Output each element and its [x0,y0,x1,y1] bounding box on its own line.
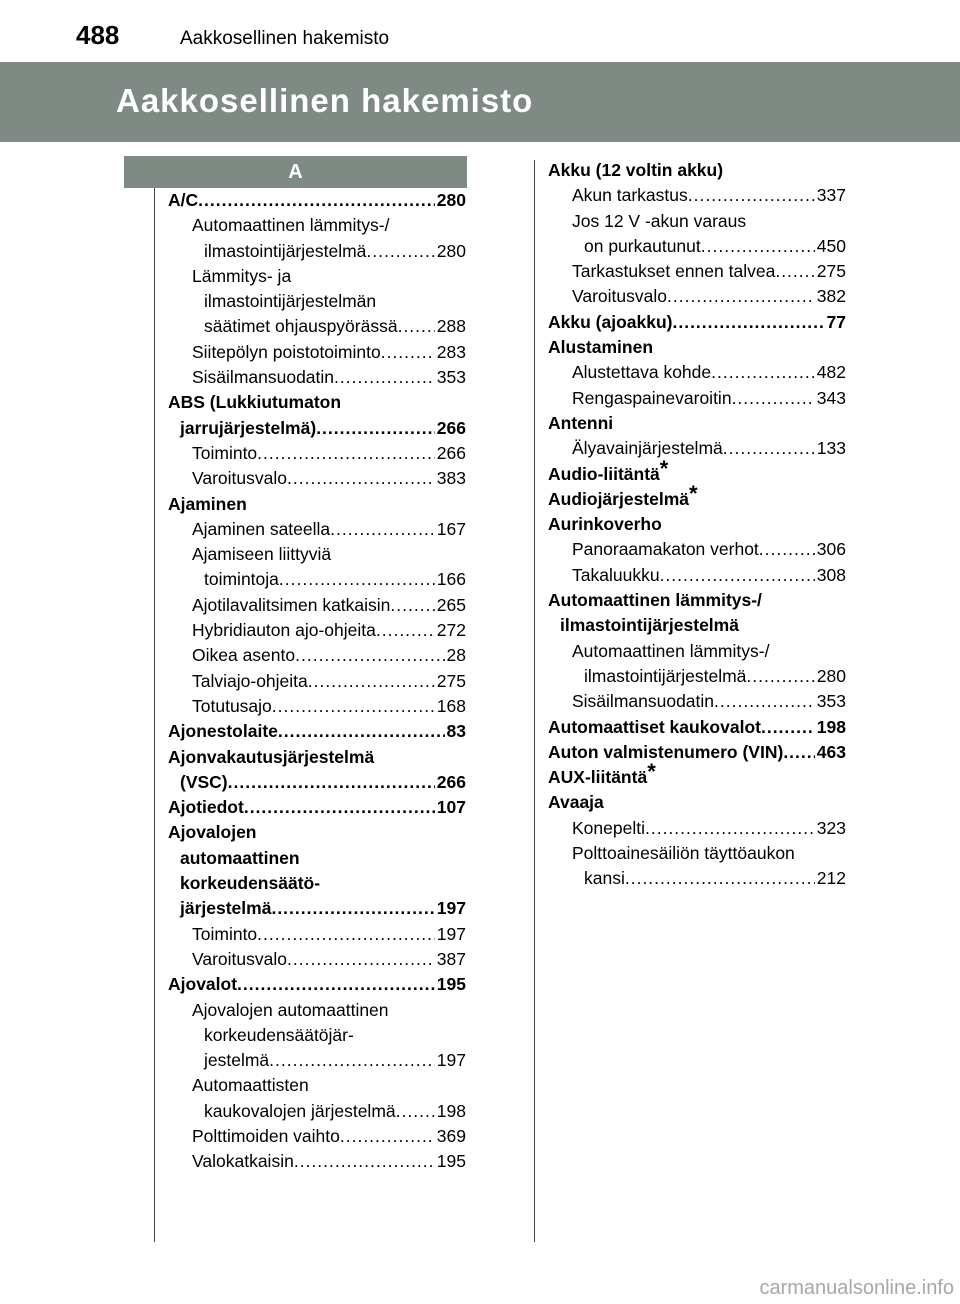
index-entry-page: 288 [436,316,466,337]
index-entry-label: Jos 12 V -akun varaus [572,210,747,231]
leader-dots [732,388,815,409]
index-entry-label: Automaattinen lämmitys-/ [192,215,390,236]
index-entry [548,691,846,716]
index-entry-page: 482 [816,362,846,383]
index-entry-label: ABS (Lukkiutumaton [168,392,342,413]
index-entry-label: korkeudensäätö- [180,873,321,894]
index-entry [168,215,466,240]
index-entry-page: 195 [436,1151,466,1172]
index-entry [168,1050,466,1075]
leader-dots [660,565,815,586]
index-entry [168,797,466,822]
index-entry [168,772,466,797]
index-entry-label: Akku (ajoakku) [548,311,673,332]
index-entry [168,367,466,392]
index-entry-label: Ajaminen sateella [192,518,331,539]
index-entry [548,818,846,843]
index-entry-label: Siitepölyn poistotoiminto [192,341,381,362]
index-entry-label: Avaaja [548,792,604,813]
leader-dots [308,671,435,692]
leader-dots [237,974,435,995]
leader-dots [257,924,435,945]
footnote-asterisk: * [689,480,698,506]
index-entry-page: 168 [436,695,466,716]
index-entry [168,468,466,493]
index-entry-page: 166 [436,569,466,590]
footnote-asterisk: * [659,455,669,481]
index-entry [168,924,466,949]
index-entry-page: 265 [436,594,466,615]
index-entry [168,519,466,544]
index-entry-label: Alustaminen [548,337,654,358]
index-entry-label: on purkautunut [584,235,701,256]
leader-dots [287,949,435,970]
leader-dots [316,418,435,439]
index-entry [168,620,466,645]
index-entry-label: Ajonestolaite [168,721,278,742]
index-entry-page: 280 [436,240,466,261]
index-entry-page: 280 [436,190,466,210]
index-entry-page: 107 [436,797,466,818]
index-entry-label: Audiojärjestelmä [548,488,690,509]
index-entry-label: Automaattiset kaukovalot [548,716,761,737]
index-entry-page: 272 [436,620,466,641]
index-entry-label: Hybridiauton ajo-ohjeita [192,620,376,641]
leader-dots [746,666,814,687]
leader-dots [381,342,435,363]
index-column-2 [548,160,846,894]
index-entry-label: Talviajo-ohjeita [192,670,308,691]
index-entry [168,1126,466,1151]
leader-dots [269,1050,435,1071]
index-entry-page: 195 [436,974,466,995]
index-entry-label: Sisäilmansuodatin [572,691,715,712]
index-entry-label: Aurinkoverho [548,514,662,535]
index-entry-page: 28 [446,645,466,666]
index-entry-page: 463 [816,741,846,762]
index-entry [548,666,846,691]
index-entry-label: Takaluukku [572,564,660,585]
index-entry [548,641,846,666]
index-entry [548,261,846,286]
leader-dots [334,367,435,388]
column-divider-left [154,188,155,1242]
index-entry-page: 77 [826,311,846,332]
index-entry [168,595,466,620]
index-entry [168,1000,466,1025]
index-entry-label: jarrujärjestelmä) [180,417,317,438]
index-entry [548,759,846,792]
index-entry [548,480,846,514]
index-entry-label: Ajonvakautusjärjestelmä [168,746,375,767]
index-entry [548,742,846,767]
leader-dots [376,620,435,641]
leader-dots [366,241,434,262]
index-entry-page: 383 [436,468,466,489]
index-entry [548,539,846,564]
index-entry-page: 450 [816,235,846,256]
index-entry-label: Ajotilavalitsimen katkaisin [192,594,391,615]
leader-dots [278,721,445,742]
index-entry-page: 198 [816,716,846,737]
index-entry-page: 266 [436,771,466,792]
index-entry-page: 266 [436,417,466,438]
index-entry-label: A/C [168,190,199,210]
leader-dots [667,286,815,307]
leader-dots [279,569,435,590]
index-entry-label: Ajovalot [168,974,238,995]
index-entry [548,312,846,337]
title-band [0,62,960,142]
index-entry [168,721,466,746]
index-entry [168,949,466,974]
index-entry-label: Oikea asento [192,645,296,666]
index-entry [168,1151,466,1176]
leader-dots [723,438,815,459]
index-entry-label: (VSC) [180,771,228,792]
section-letter-header: A [124,156,467,188]
index-entry [548,565,846,590]
index-entry-label: Automaattisten [192,1075,309,1096]
index-entry-label: kaukovalojen järjestelmä [204,1100,396,1121]
index-entry-page: 382 [816,286,846,307]
index-entry-page: 197 [436,1050,466,1071]
index-entry [548,160,846,185]
index-entry-label: Automaattinen lämmitys-/ [572,640,770,661]
index-entry-page: 133 [816,438,846,459]
leader-dots [396,1101,435,1122]
leader-dots [714,691,815,712]
index-entry [548,362,846,387]
index-entry [168,392,466,417]
index-entry-page: 387 [436,948,466,969]
index-entry [168,848,466,873]
index-entry [548,843,846,868]
watermark: carmanualsonline.info [759,1277,954,1299]
leader-dots [295,645,444,666]
leader-dots [272,696,435,717]
index-entry-label: Audio-liitäntä [548,463,660,484]
leader-dots [711,362,815,383]
index-entry-label: AUX-liitäntä [548,767,648,788]
index-entry-label: Tarkastukset ennen talvea [572,261,776,282]
index-entry-label: Varoitusvalo [572,286,668,307]
index-entry-page: 337 [816,185,846,206]
leader-dots [228,772,435,793]
index-entry-label: ilmastointijärjestelmän [204,291,377,312]
index-entry-label: Ajotiedot [168,797,244,818]
index-entry-label: järjestelmä [180,898,272,919]
index-entry-label: ilmastointijärjestelmä [204,240,367,261]
index-entry [168,1025,466,1050]
index-entry-page: 266 [436,442,466,463]
index-entry-label: kansi [584,868,625,889]
index-entry-label: Ajaminen [168,493,247,514]
index-entry-page: 353 [816,691,846,712]
index-entry [168,241,466,266]
index-entry-label: Älyavainjärjestelmä [572,438,723,459]
leader-dots [257,443,435,464]
index-entry-page: 83 [446,721,466,742]
index-entry [548,717,846,742]
index-entry [548,868,846,893]
index-entry-label: Panoraamakaton verhot [572,539,759,560]
index-entry-label: Akun tarkastus [572,185,688,206]
index-entry [168,898,466,923]
index-entry [168,544,466,569]
page-title: Aakkosellinen hakemisto [116,82,534,119]
index-entry [548,514,846,539]
index-entry-label: korkeudensäätöjär- [204,1024,354,1045]
index-entry-page: 280 [816,665,846,686]
index-entry [548,185,846,210]
leader-dots [287,468,435,489]
index-entry [168,747,466,772]
index-entry-label: säätimet ohjauspyörässä [204,316,398,337]
index-entry [548,388,846,413]
index-entry [168,671,466,696]
index-entry-page: 212 [816,868,846,889]
index-entry-label: Varoitusvalo [192,468,288,489]
index-entry-label: Ajamiseen liittyviä [192,544,332,565]
footnote-asterisk: * [647,759,656,785]
index-entry [168,342,466,367]
index-entry-page: 283 [436,341,466,362]
index-entry [168,1101,466,1126]
index-entry [168,873,466,898]
index-entry-page: 198 [436,1100,466,1121]
index-entry-label: Varoitusvalo [192,948,288,969]
index-entry [548,438,846,463]
index-entry-label: automaattinen [180,847,300,868]
index-entry [168,443,466,468]
leader-dots [672,312,824,333]
index-entry [168,266,466,291]
leader-dots [701,236,815,257]
leader-dots [244,797,435,818]
index-entry-label: toimintoja [204,569,279,590]
index-entry [548,590,846,615]
index-entry-label: Valokatkaisin [192,1151,294,1172]
index-entry-page: 197 [436,898,466,919]
index-entry [168,1075,466,1100]
leader-dots [271,898,434,919]
index-entry-label: Rengaspainevaroitin [572,387,732,408]
index-entry-page: 275 [436,670,466,691]
running-title: Aakkosellinen hakemisto [180,28,390,49]
index-entry [168,645,466,670]
column-divider-middle [534,160,535,1242]
index-entry-page: 306 [816,539,846,560]
index-entry-label: Polttoainesäiliön täyttöaukon [572,843,795,864]
leader-dots [761,717,815,738]
index-entry-page: 275 [816,261,846,282]
index-entry-page: 343 [816,387,846,408]
leader-dots [198,190,435,211]
index-entry-page: 197 [436,923,466,944]
index-entry [168,418,466,443]
index-entry-label: Konepelti [572,817,645,838]
index-entry-page: 369 [436,1125,466,1146]
leader-dots [340,1126,435,1147]
index-entry [168,494,466,519]
index-entry [168,822,466,847]
index-entry [168,974,466,999]
index-entry-page: 308 [816,564,846,585]
index-entry-label: Polttimoiden vaihto [192,1125,340,1146]
index-entry-label: Ajovalojen [168,822,257,843]
leader-dots [775,261,814,282]
index-entry [168,569,466,594]
index-column-1 [168,190,466,1177]
leader-dots [390,595,434,616]
index-entry-label: Auton valmistenumero (VIN) [548,741,784,762]
leader-dots [783,742,814,763]
index-entry [548,337,846,362]
index-entry [548,236,846,261]
index-entry-page: 167 [436,518,466,539]
index-entry-label: Alustettava kohde [572,362,712,383]
leader-dots [330,519,435,540]
index-entry-label: Toiminto [192,442,258,463]
index-entry-label: Lämmitys- ja [192,265,292,286]
leader-dots [398,316,435,337]
leader-dots [645,818,815,839]
leader-dots [759,539,815,560]
index-entry-label: Antenni [548,412,614,433]
index-entry-label: Totutusajo [192,695,272,716]
leader-dots [294,1151,435,1172]
index-entry [548,413,846,438]
index-entry-label: jestelmä [204,1050,270,1071]
index-entry-page: 323 [816,817,846,838]
index-entry [168,291,466,316]
index-entry [548,615,846,640]
page-number: 488 [76,20,120,50]
index-entry-label: ilmastointijärjestelmä [560,615,739,636]
index-entry-page: 353 [436,367,466,388]
index-entry [168,190,466,215]
leader-dots [688,185,815,206]
index-entry-label: Ajovalojen automaattinen [192,999,389,1020]
index-entry-label: Automaattinen lämmitys-/ [548,590,762,611]
index-entry [548,792,846,817]
index-entry [548,286,846,311]
index-entry [168,696,466,721]
index-entry-label: Toiminto [192,923,258,944]
index-entry-label: Akku (12 voltin akku) [548,160,724,180]
index-entry-label: Sisäilmansuodatin [192,367,335,388]
leader-dots [625,868,815,889]
index-entry-label: ilmastointijärjestelmä [584,665,747,686]
index-entry [548,211,846,236]
index-entry [168,316,466,341]
